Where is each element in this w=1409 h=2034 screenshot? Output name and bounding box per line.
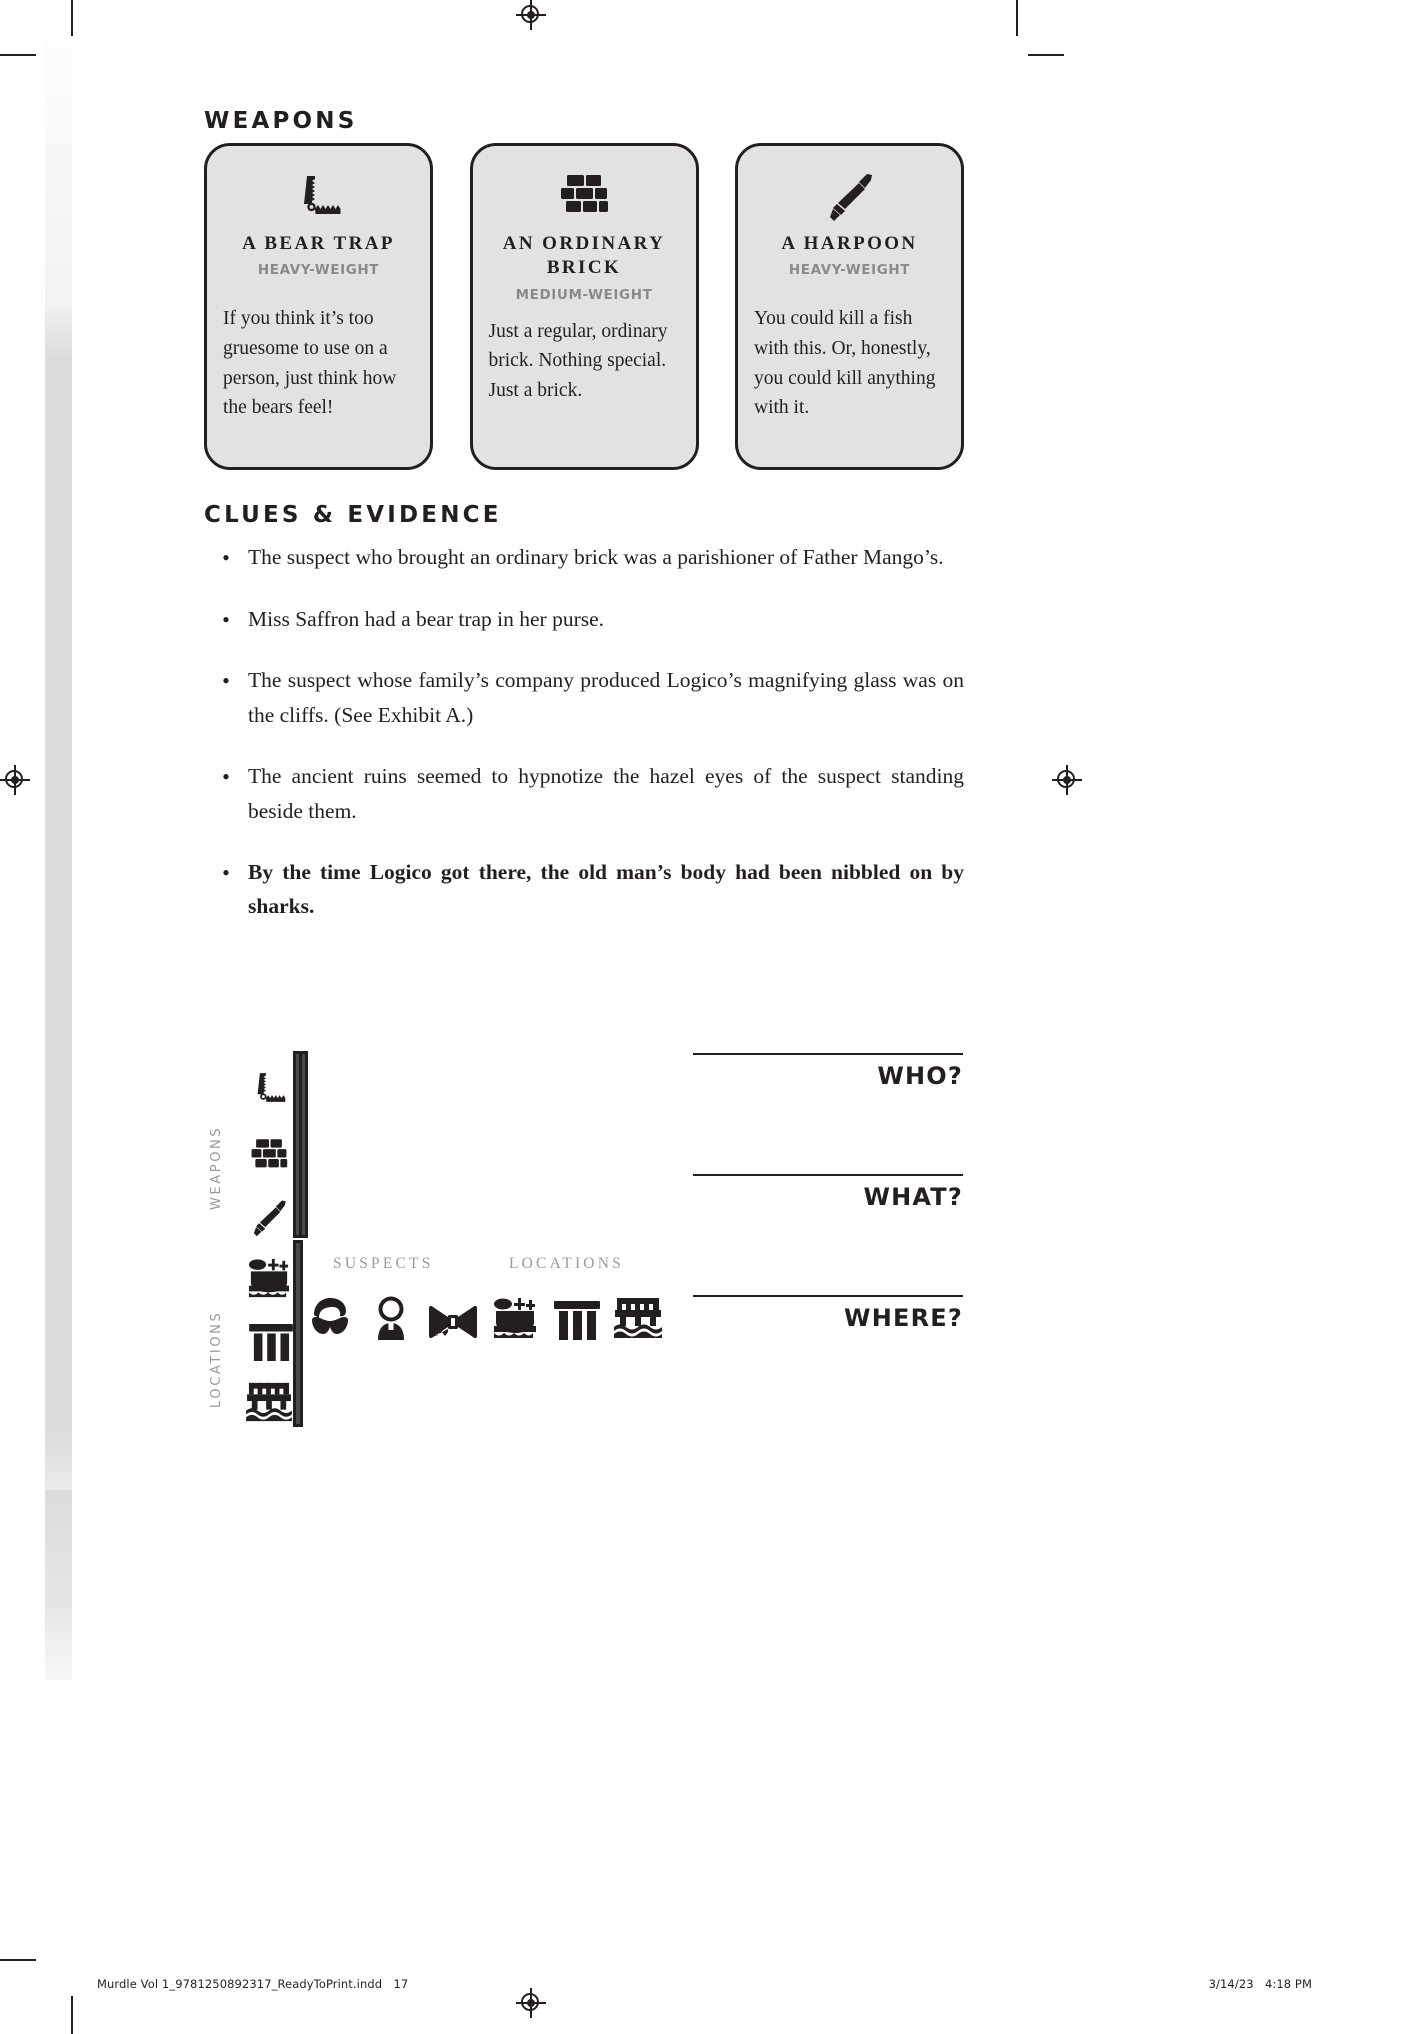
- registration-mark-right: [1052, 765, 1082, 795]
- row-icon-weapon-bear-trap: [239, 1059, 298, 1118]
- footer-filename: Murdle Vol 1_9781250892317_ReadyToPrint.indd: [97, 1977, 383, 1991]
- weapon-description: You could kill a fish with this. Or, honestly, you could kill anything with it.: [754, 308, 936, 419]
- bullet-icon: •: [222, 545, 230, 570]
- weapon-weight: MEDIUM-WEIGHT: [515, 286, 653, 303]
- column-icon-location-3: [608, 1288, 667, 1347]
- grid-locations-block[interactable]: [296, 1243, 300, 1424]
- answer-label-who: WHO?: [877, 1062, 963, 1090]
- crop-mark-right-upper: [1028, 54, 1064, 56]
- row-icon-location-ruins: [241, 1312, 300, 1371]
- weapon-card-list: [204, 143, 964, 470]
- column-icon-suspect-3: [423, 1292, 482, 1351]
- answer-line-where[interactable]: [693, 1295, 963, 1297]
- weapon-title: A BEAR TRAP: [242, 233, 395, 254]
- weapon-card-bear-trap: [204, 143, 433, 470]
- footer-timestamp: [1209, 1977, 1312, 1991]
- clue-item: [204, 602, 964, 638]
- weapon-weight: HEAVY-WEIGHT: [257, 262, 380, 279]
- table-row[interactable]: [297, 1364, 300, 1424]
- crop-mark-left-lower: [0, 1959, 36, 1961]
- footer-file-info: [97, 1977, 408, 1991]
- table-row[interactable]: [297, 1304, 300, 1364]
- column-icon-location-2: [547, 1290, 606, 1349]
- footer-page-number: 17: [393, 1977, 409, 1991]
- bullet-icon: •: [222, 859, 230, 885]
- row-group-label-locations: LOCATIONS: [209, 1310, 224, 1408]
- row-icon-location-cliffs: [239, 1248, 298, 1307]
- clue-text: The ancient ruins seemed to hypnotize the hazel eyes of the suspect standing beside them.: [248, 763, 964, 823]
- table-row[interactable]: [297, 1115, 305, 1175]
- bear-trap-icon: [223, 166, 414, 228]
- bullet-icon: •: [222, 668, 230, 694]
- clue-text: By the time Logico got there, the old man’s body had been nibbled on by sharks.: [248, 859, 964, 919]
- registration-mark-bottom: [516, 1988, 546, 2018]
- clue-list: [204, 540, 964, 950]
- harpoon-icon: [754, 166, 945, 228]
- row-icon-weapon-brick: [239, 1126, 298, 1185]
- row-icon-location-pier: [239, 1372, 298, 1431]
- bullet-icon: •: [222, 606, 230, 632]
- crop-mark-left-upper: [0, 54, 36, 56]
- grid-cell[interactable]: [299, 1364, 300, 1424]
- weapon-card-harpoon: [735, 143, 964, 470]
- page-edge-shadow-lower: [45, 1490, 72, 1680]
- clue-item: [204, 663, 964, 733]
- grid-cell[interactable]: [304, 1115, 305, 1175]
- brick-icon: [489, 166, 680, 228]
- column-icon-suspect-1: [299, 1288, 358, 1347]
- page-edge-shadow: [45, 40, 72, 1490]
- clue-item: [204, 759, 964, 829]
- column-icon-location-1: [485, 1288, 544, 1347]
- weapon-title: AN ORDINARY BRICK: [502, 233, 666, 279]
- column-icon-suspect-2: [361, 1288, 420, 1347]
- table-row[interactable]: [297, 1055, 305, 1115]
- table-row[interactable]: [297, 1244, 300, 1304]
- crop-mark-bottom-left: [71, 1996, 73, 2034]
- clue-text: Miss Saffron had a bear trap in her purse.: [248, 606, 605, 631]
- footer-time: 4:18 PM: [1264, 1977, 1312, 1991]
- column-group-label-suspects: SUSPECTS: [333, 1255, 434, 1272]
- table-row[interactable]: [297, 1175, 305, 1235]
- grid-cell[interactable]: [304, 1175, 305, 1235]
- weapon-description: Just a regular, ordinary brick. Nothing special. Just a brick.: [488, 320, 668, 401]
- crop-mark-top-right: [1016, 0, 1018, 36]
- clue-text: The suspect whose family’s company produced Logico’s magnifying glass was on the cliffs. (See Exhibit A.): [248, 668, 964, 728]
- answer-line-who[interactable]: [693, 1053, 963, 1055]
- clue-text: The suspect who brought an ordinary brick was a parishioner of Father Mango’s.: [248, 545, 944, 569]
- answer-line-what[interactable]: [693, 1174, 963, 1176]
- registration-mark-left: [0, 765, 30, 795]
- crop-mark-top-left: [71, 0, 73, 36]
- grid-cell[interactable]: [304, 1055, 305, 1115]
- weapon-description: If you think it’s too gruesome to use on a person, just think how the bears feel!: [223, 308, 397, 419]
- weapons-heading: WEAPONS: [204, 108, 358, 134]
- row-icon-weapon-harpoon: [239, 1188, 298, 1247]
- weapon-title: A HARPOON: [781, 233, 918, 254]
- clue-item: [204, 855, 964, 925]
- bullet-icon: •: [222, 763, 230, 789]
- footer-date: 3/14/23: [1208, 1977, 1254, 1991]
- weapon-card-brick: [470, 143, 699, 470]
- grid-weapons-block[interactable]: [296, 1054, 305, 1235]
- answer-label-what: WHAT?: [863, 1183, 963, 1211]
- clues-heading: CLUES & EVIDENCE: [204, 502, 502, 528]
- answer-label-where: WHERE?: [844, 1304, 963, 1332]
- clue-item: [204, 540, 964, 576]
- column-group-label-locations: LOCATIONS: [509, 1255, 624, 1272]
- grid-cell[interactable]: [299, 1304, 300, 1364]
- weapon-weight: HEAVY-WEIGHT: [788, 262, 911, 279]
- grid-cell[interactable]: [299, 1244, 300, 1304]
- row-group-label-weapons: WEAPONS: [209, 1125, 224, 1210]
- registration-mark-top: [516, 0, 546, 30]
